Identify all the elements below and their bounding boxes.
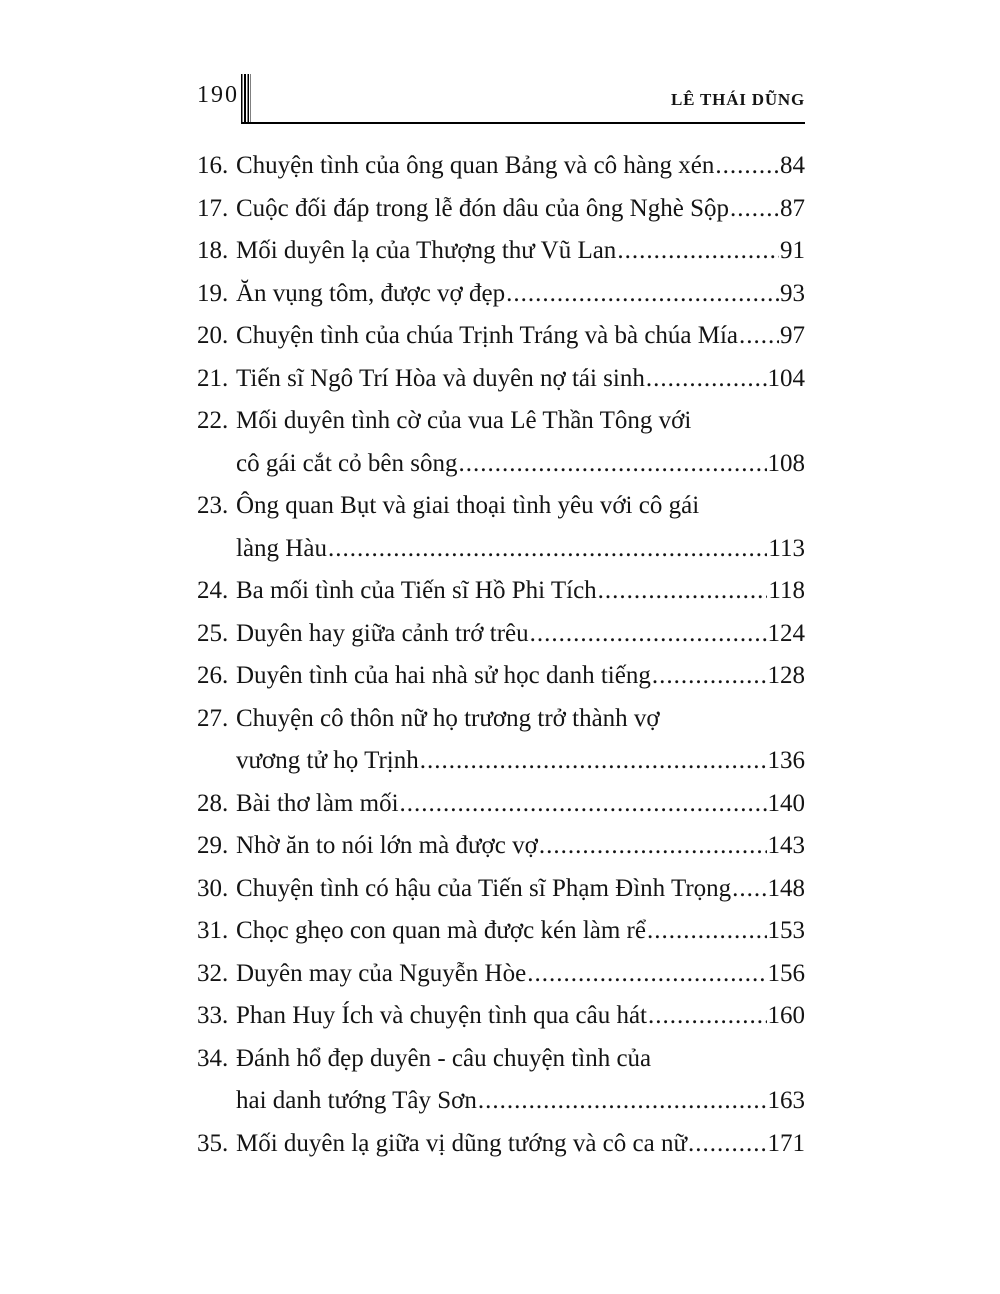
toc-entry-title: Chọc ghẹo con quan mà được kén làm rể (236, 917, 646, 944)
toc-entry-title: Mối duyên tình cờ của vua Lê Thần Tông với (236, 407, 692, 434)
toc-entry-line (197, 145, 805, 188)
toc-entry-title: Bài thơ làm mối (236, 789, 399, 817)
toc-entry-title: Tiến sĩ Ngô Trí Hòa và duyên nợ tái sinh (236, 364, 645, 392)
toc-entry-line (197, 613, 805, 656)
toc-list (197, 145, 805, 1165)
toc-entry-page: 171 (767, 1129, 805, 1157)
toc-entry (197, 698, 805, 783)
dot-leader (539, 825, 767, 868)
toc-entry (197, 570, 805, 613)
toc-entry (197, 995, 805, 1038)
toc-entry-line (197, 400, 805, 443)
toc-entry-page: 156 (767, 959, 805, 987)
toc-entry-title: Ăn vụng tôm, được vợ đẹp (236, 279, 506, 307)
toc-entry-number: 27. (197, 704, 229, 732)
toc-entry-line (197, 698, 805, 741)
toc-entry-line (197, 783, 805, 826)
toc-entry-number: 21. (197, 364, 229, 392)
toc-entry-page: 124 (767, 619, 805, 647)
toc-entry-page: 160 (767, 1002, 805, 1029)
toc-entry (197, 613, 805, 656)
dot-leader (598, 570, 768, 613)
dot-leader (688, 1123, 766, 1166)
toc-entry (197, 230, 805, 273)
toc-entry-page: 97 (780, 322, 805, 349)
toc-entry-line (197, 825, 805, 868)
toc-entry (197, 783, 805, 826)
toc-entry-title: cô gái cắt cỏ bên sông (236, 449, 458, 477)
toc-entry-title: hai danh tướng Tây Sơn (236, 1087, 477, 1114)
toc-entry-title: Duyên tình của hai nhà sử học danh tiếng (236, 662, 651, 689)
toc-entry-number: 17. (197, 194, 229, 222)
toc-entry-page: 148 (767, 874, 805, 902)
toc-entry-continuation-line (197, 443, 805, 486)
toc-entry-page: 91 (780, 237, 805, 264)
toc-entry-number: 32. (197, 959, 229, 987)
dot-leader (458, 443, 766, 486)
toc-entry-number: 25. (197, 619, 229, 647)
toc-entry-page: 153 (767, 917, 805, 944)
toc-entry-title: Đánh hổ đẹp duyên - câu chuyện tình của (236, 1044, 652, 1072)
toc-entry-line (197, 315, 805, 358)
toc-entry (197, 485, 805, 570)
toc-entry-title: làng Hàu (236, 534, 327, 562)
toc-entry-line (197, 868, 805, 911)
toc-entry-number: 33. (197, 1002, 229, 1029)
header-decorative-bar (241, 74, 251, 124)
toc-entry (197, 868, 805, 911)
toc-entry-line (197, 485, 805, 528)
toc-entry (197, 315, 805, 358)
dot-leader (648, 995, 767, 1038)
toc-entry (197, 358, 805, 401)
toc-entry-page: 108 (767, 449, 805, 477)
dot-leader (732, 868, 766, 911)
toc-entry-line (197, 273, 805, 316)
toc-entry-continuation-line (197, 528, 805, 571)
author-name: LÊ THÁI DŨNG (671, 90, 805, 109)
toc-entry-title: Chuyện tình của chúa Trịnh Tráng và bà chúa Mía (236, 322, 739, 349)
toc-entry-title: Duyên hay giữa cảnh trớ trêu (236, 619, 529, 647)
toc-entry-page: 128 (767, 662, 805, 689)
page-number: 190 (197, 82, 239, 108)
toc-entry-title: vương tử họ Trịnh (236, 747, 419, 774)
toc-entry-title: Mối duyên lạ của Thượng thư Vũ Lan (236, 237, 617, 264)
toc-entry-page: 113 (768, 534, 805, 562)
toc-entry (197, 953, 805, 996)
toc-entry-number: 35. (197, 1129, 229, 1157)
toc-entry-title: Chuyện cô thôn nữ họ trương trở thành vợ (236, 704, 660, 732)
toc-entry-line (197, 570, 805, 613)
toc-entry-title: Phan Huy Ích và chuyện tình qua câu hát (236, 1002, 647, 1029)
toc-entry-page: 87 (780, 194, 805, 222)
toc-entry (197, 188, 805, 231)
dot-leader (420, 740, 767, 783)
toc-entry-line (197, 188, 805, 231)
toc-entry-page: 93 (780, 279, 805, 307)
toc-entry-page: 163 (767, 1087, 805, 1114)
toc-entry-title: Duyên may của Nguyễn Hòe (236, 959, 527, 987)
toc-entry (197, 1038, 805, 1123)
toc-entry (197, 400, 805, 485)
dot-leader (646, 358, 767, 401)
toc-entry-title: Chuyện tình của ông quan Bảng và cô hàng xén (236, 152, 715, 179)
dot-leader (328, 528, 767, 571)
toc-entry-page: 140 (767, 789, 805, 817)
toc-entry-title: Nhờ ăn to nói lớn mà được vợ (236, 832, 538, 859)
toc-entry-line (197, 995, 805, 1038)
toc-entry-line (197, 1038, 805, 1081)
toc-entry (197, 655, 805, 698)
toc-entry-line (197, 230, 805, 273)
toc-entry-page: 118 (768, 577, 805, 604)
toc-entry-number: 28. (197, 789, 229, 817)
toc-entry-line (197, 358, 805, 401)
toc-entry-continuation-line (197, 740, 805, 783)
toc-entry-number: 31. (197, 917, 229, 944)
dot-leader (617, 230, 779, 273)
toc-entry-page: 136 (767, 747, 805, 774)
toc-entry-number: 23. (197, 492, 229, 519)
toc-entry-number: 30. (197, 874, 229, 902)
toc-entry (197, 1123, 805, 1166)
dot-leader (527, 953, 766, 996)
toc-entry-line (197, 910, 805, 953)
toc-entry-title: Ba mối tình của Tiến sĩ Hồ Phi Tích (236, 577, 597, 604)
dot-leader (715, 145, 779, 188)
toc-entry-number: 18. (197, 237, 229, 264)
page-header (197, 80, 805, 124)
toc-entry-page: 143 (767, 832, 805, 859)
dot-leader (400, 783, 767, 826)
dot-leader (652, 655, 767, 698)
toc-entry (197, 910, 805, 953)
toc-entry-number: 19. (197, 279, 229, 307)
toc-entry-number: 16. (197, 152, 229, 179)
toc-entry-number: 26. (197, 662, 229, 689)
toc-entry (197, 273, 805, 316)
toc-entry (197, 145, 805, 188)
toc-entry-page: 84 (780, 152, 805, 179)
toc-entry-number: 29. (197, 832, 229, 859)
toc-entry-line (197, 1123, 805, 1166)
header-rule (241, 122, 805, 124)
dot-leader (530, 613, 767, 656)
dot-leader (730, 188, 779, 231)
dot-leader (478, 1080, 767, 1123)
toc-entry-page: 104 (767, 364, 805, 392)
toc-entry-continuation-line (197, 1080, 805, 1123)
dot-leader (739, 315, 779, 358)
toc-entry (197, 825, 805, 868)
toc-entry-number: 24. (197, 577, 229, 604)
toc-entry-title: Ông quan Bụt và giai thoại tình yêu với cô gái (236, 492, 700, 519)
toc-entry-number: 20. (197, 322, 229, 349)
toc-entry-title: Mối duyên lạ giữa vị dũng tướng và cô ca nữ (236, 1129, 688, 1157)
toc-entry-number: 34. (197, 1044, 229, 1072)
dot-leader (647, 910, 767, 953)
toc-entry-title: Cuộc đối đáp trong lễ đón dâu của ông Nghè Sộp (236, 194, 729, 222)
toc-entry-title: Chuyện tình có hậu của Tiến sĩ Phạm Đình Trọng (236, 874, 732, 902)
toc-entry-line (197, 953, 805, 996)
toc-entry-number: 22. (197, 407, 229, 434)
dot-leader (506, 273, 779, 316)
toc-entry-line (197, 655, 805, 698)
